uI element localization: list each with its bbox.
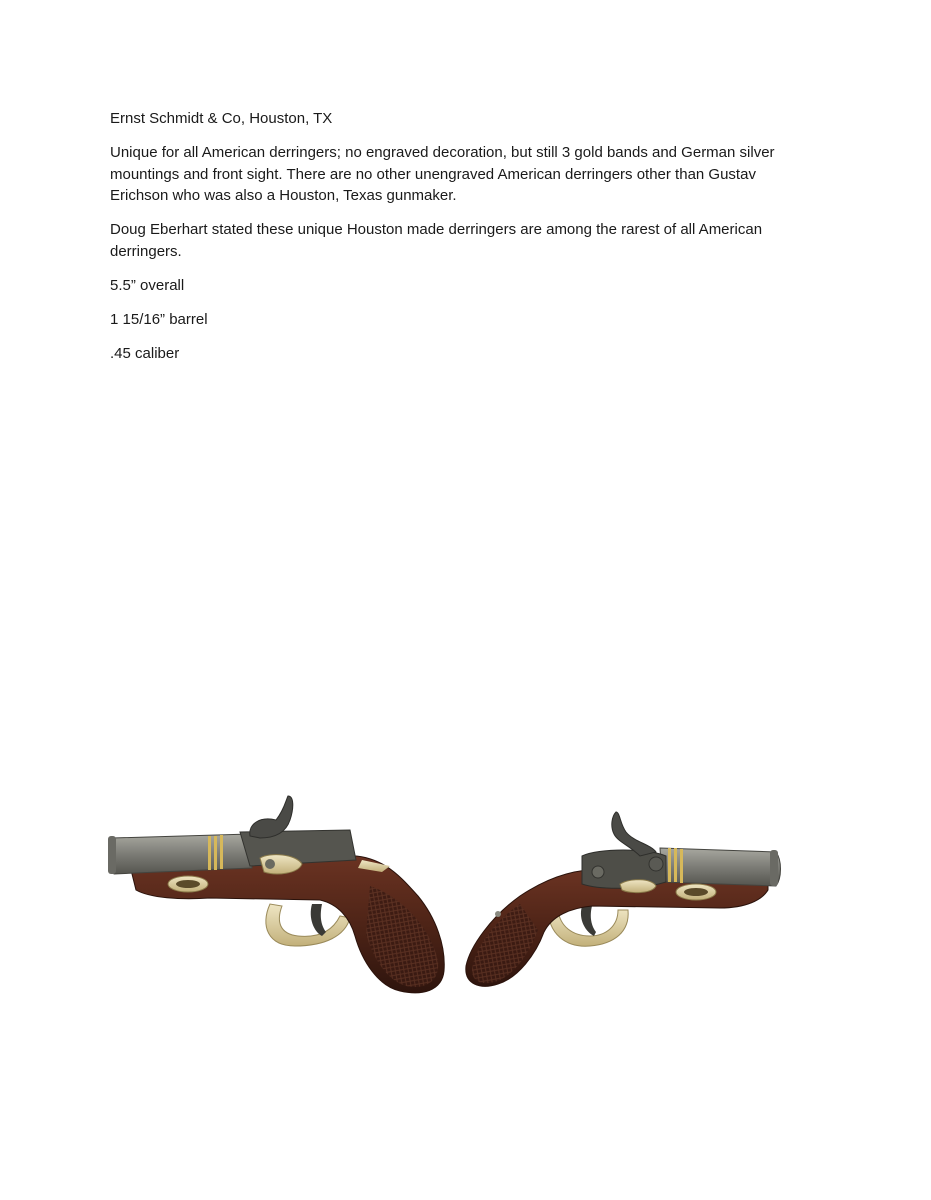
document-text	[110, 108, 810, 377]
left-gold-band	[220, 835, 223, 869]
right-grip-checkering	[472, 904, 538, 983]
right-trigger	[581, 906, 596, 936]
right-gold-band	[668, 848, 671, 882]
description-paragraph: Unique for all American derringers; no engraved decoration, but still 3 gold bands and German silver mountings and front sight. There are no other unengraved American derringers other than Gustav Erichson who was also a Houston, Texas gunmaker.	[110, 144, 775, 204]
left-barrel	[109, 834, 252, 874]
right-hammer	[612, 812, 656, 856]
document-heading: Ernst Schmidt & Co, Houston, TX	[110, 110, 333, 127]
derringer-pair-photo	[100, 786, 800, 1006]
spec-overall-length: 5.5” overall	[110, 276, 185, 294]
left-trigger-guard	[266, 904, 350, 946]
left-gold-band	[214, 836, 217, 870]
right-silver-inlay	[620, 880, 656, 893]
right-derringer	[466, 812, 781, 986]
left-trigger	[311, 904, 326, 936]
right-muzzle	[770, 850, 778, 886]
left-inlay-screw	[265, 859, 275, 869]
right-silver-escutcheon-inner	[684, 888, 708, 896]
right-lock-screw	[649, 857, 663, 871]
right-barrel	[660, 848, 781, 886]
left-muzzle	[108, 836, 116, 874]
right-gold-band	[680, 849, 683, 883]
right-lock-screw	[592, 866, 604, 878]
spec-caliber: .45 caliber	[110, 344, 180, 362]
spec-barrel-length: 1 15/16” barrel	[110, 310, 208, 328]
right-stock-pin	[495, 911, 501, 917]
left-silver-escutcheon-inner	[176, 880, 200, 888]
left-derringer	[108, 796, 444, 993]
rarity-paragraph: Doug Eberhart stated these unique Houston made derringers are among the rarest of all American derringers.	[110, 221, 763, 260]
right-gold-band	[674, 848, 677, 882]
left-gold-band	[208, 836, 211, 870]
